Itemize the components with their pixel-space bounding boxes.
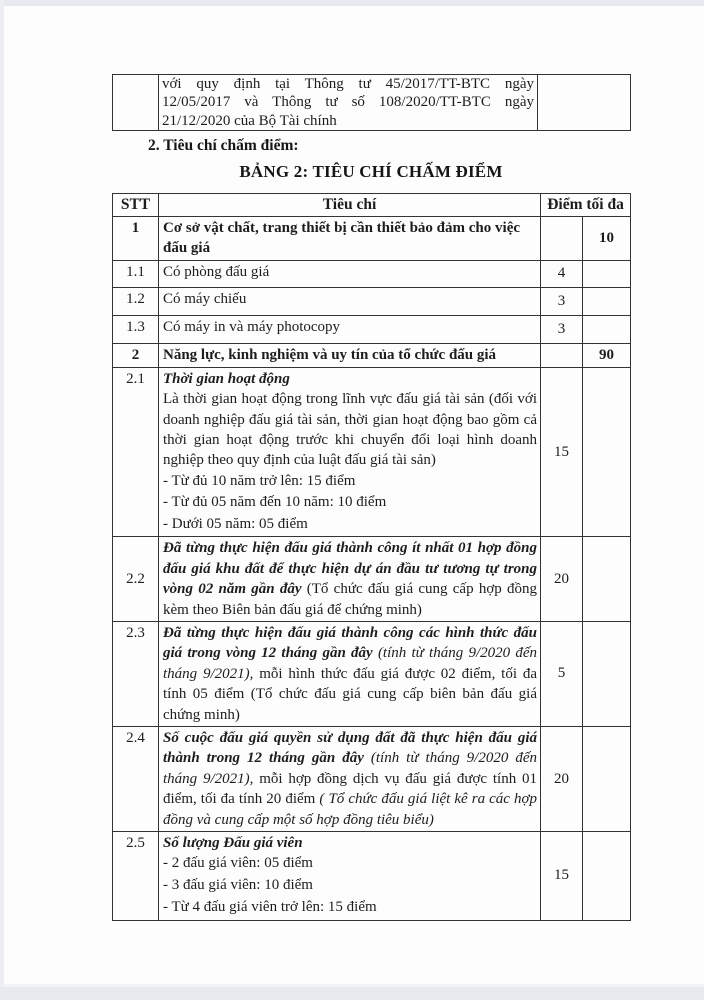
criteria-text: Có phòng đấu giá — [159, 260, 541, 287]
table-row-2-3 — [113, 621, 631, 726]
table-row-2-1 — [113, 367, 631, 537]
criteria-italic: ( Tổ chức đấu giá liệt kê ra các hợp đồng và cung cấp một số hợp đồng tiêu biểu) — [163, 791, 537, 828]
continuation-table — [112, 74, 631, 131]
table-title: BẢNG 2: TIÊU CHÍ CHẤM ĐIỂM — [239, 162, 503, 181]
continuation-line: 21/12/2020 của Bộ Tài chính — [162, 112, 337, 129]
max-score-cell — [583, 621, 631, 726]
row-number: 1.2 — [113, 287, 159, 315]
max-score-cell — [583, 537, 631, 622]
table-row-2 — [113, 343, 631, 367]
max-score-cell — [583, 832, 631, 921]
table-header-row — [113, 194, 631, 217]
score-cell — [541, 217, 583, 261]
criteria-regular: , mỗi hình thức đấu giá được 02 điểm, tối đa tính 05 điểm (Tổ chức đấu giá cung cấp biên bản đấu giá chứng minh) — [163, 665, 537, 723]
continuation-line: 12/05/2017 và Thông tư số 108/2020/TT-BTC ngày — [162, 94, 534, 111]
score-cell — [541, 343, 583, 367]
max-score-cell: 90 — [583, 343, 631, 367]
header-stt: STT — [113, 194, 159, 217]
bullet-line: - Từ đủ 05 năm đến 10 năm: 10 điểm — [163, 494, 387, 511]
score-cell: 3 — [541, 287, 583, 315]
row-number: 2.2 — [113, 537, 159, 622]
criteria-bold-italic: Đã từng thực hiện đấu giá thành công ít nhất 01 hợp đồng đấu giá khu đất để thực hiện dự án đầu tư tương tự trong vòng 02 năm gần đây — [163, 540, 537, 598]
score-cell: 20 — [541, 537, 583, 622]
bullet-line: - Dưới 05 năm: 05 điểm — [163, 515, 308, 532]
bullet-line: - Từ 4 đấu giá viên trở lên: 15 điểm — [163, 899, 377, 916]
criteria-text: Có máy in và máy photocopy — [159, 315, 541, 343]
table-row-2-5 — [113, 832, 631, 921]
criteria-cell — [159, 727, 541, 832]
criteria-italic: (tính từ tháng 9/2020 đến tháng 9/2021) — [163, 645, 538, 682]
criteria-regular: (Tổ chức đấu giá cung cấp hợp đồng kèm theo Biên bản đấu giá để chứng minh) — [163, 581, 537, 618]
table-row-1 — [113, 217, 631, 261]
criteria-text: Cơ sở vật chất, trang thiết bị cần thiết bảo đảm cho việc đấu giá — [159, 217, 541, 261]
criteria-heading: Số lượng Đấu giá viên — [163, 835, 303, 852]
row-number: 2 — [113, 343, 159, 367]
row-number: 1.3 — [113, 315, 159, 343]
table-row-1-3 — [113, 315, 631, 343]
row-number: 2.1 — [113, 367, 159, 537]
score-cell: 15 — [541, 367, 583, 537]
continuation-score-cell — [538, 75, 631, 131]
criteria-heading: Thời gian hoạt động — [163, 370, 290, 387]
score-cell: 4 — [541, 260, 583, 287]
score-cell: 15 — [541, 832, 583, 921]
bullet-line: - Từ đủ 10 năm trở lên: 15 điểm — [163, 472, 356, 489]
criteria-bullets — [163, 471, 537, 536]
criteria-cell — [159, 621, 541, 726]
header-criteria: Tiêu chí — [159, 194, 541, 217]
row-number: 1 — [113, 217, 159, 261]
criteria-text: Năng lực, kinh nghiệm và uy tín của tổ chức đấu giá — [159, 343, 541, 367]
header-max-score: Điểm tối đa — [541, 194, 631, 217]
page-left-edge — [0, 0, 4, 1000]
score-cell: 5 — [541, 621, 583, 726]
criteria-table — [112, 193, 631, 921]
max-score-cell — [583, 287, 631, 315]
criteria-cell — [159, 537, 541, 622]
score-cell: 3 — [541, 315, 583, 343]
page-bottom-edge — [0, 987, 704, 1000]
criteria-body: Là thời gian hoạt động trong lĩnh vực đấu giá tài sản (đối với doanh nghiệp đấu giá tài sản, thời gian hoạt động bao gồm cả thời gian hoạt động trước khi chuyển đổi loại hình doanh nghiệp theo quy định của luật đấu giá tài sản) — [163, 391, 537, 469]
max-score-cell — [583, 367, 631, 537]
row-number: 2.5 — [113, 832, 159, 921]
continuation-text-cell — [159, 75, 538, 131]
criteria-cell — [159, 367, 541, 537]
continuation-line: với quy định tại Thông tư 45/2017/TT-BTC ngày — [162, 76, 534, 92]
table-row-2-4 — [113, 727, 631, 832]
row-number: 2.4 — [113, 727, 159, 832]
max-score-cell — [583, 727, 631, 832]
max-score-cell: 10 — [583, 217, 631, 261]
row-number: 2.3 — [113, 621, 159, 726]
criteria-text: Có máy chiếu — [159, 287, 541, 315]
continuation-stt-cell — [113, 75, 159, 131]
criteria-bullets — [163, 853, 537, 918]
table-row-2-2 — [113, 537, 631, 622]
criteria-italic: (tính từ tháng 9/2020 đến tháng 9/2021) — [163, 750, 537, 787]
row-number: 1.1 — [113, 260, 159, 287]
table-row-1-1 — [113, 260, 631, 287]
score-cell: 20 — [541, 727, 583, 832]
criteria-cell — [159, 832, 541, 921]
bullet-line: - 2 đấu giá viên: 05 điểm — [163, 855, 313, 872]
section-heading: 2. Tiêu chí chấm điểm: — [148, 137, 299, 154]
criteria-bold-italic: Số cuộc đấu giá quyền sử dụng đất đã thực hiện đấu giá thành trong 12 tháng gần đây — [163, 730, 537, 767]
criteria-bold-italic: Đã từng thực hiện đấu giá thành công các hình thức đấu giá trong vòng 12 tháng gần đây — [163, 624, 537, 662]
max-score-cell — [583, 315, 631, 343]
table-row-1-2 — [113, 287, 631, 315]
max-score-cell — [583, 260, 631, 287]
criteria-regular: , mỗi hợp đồng dịch vụ đấu giá được tính 01 điểm, tối đa tính 20 điểm — [163, 770, 537, 808]
page-top-edge — [0, 0, 704, 6]
bullet-line: - 3 đấu giá viên: 10 điểm — [163, 877, 313, 894]
